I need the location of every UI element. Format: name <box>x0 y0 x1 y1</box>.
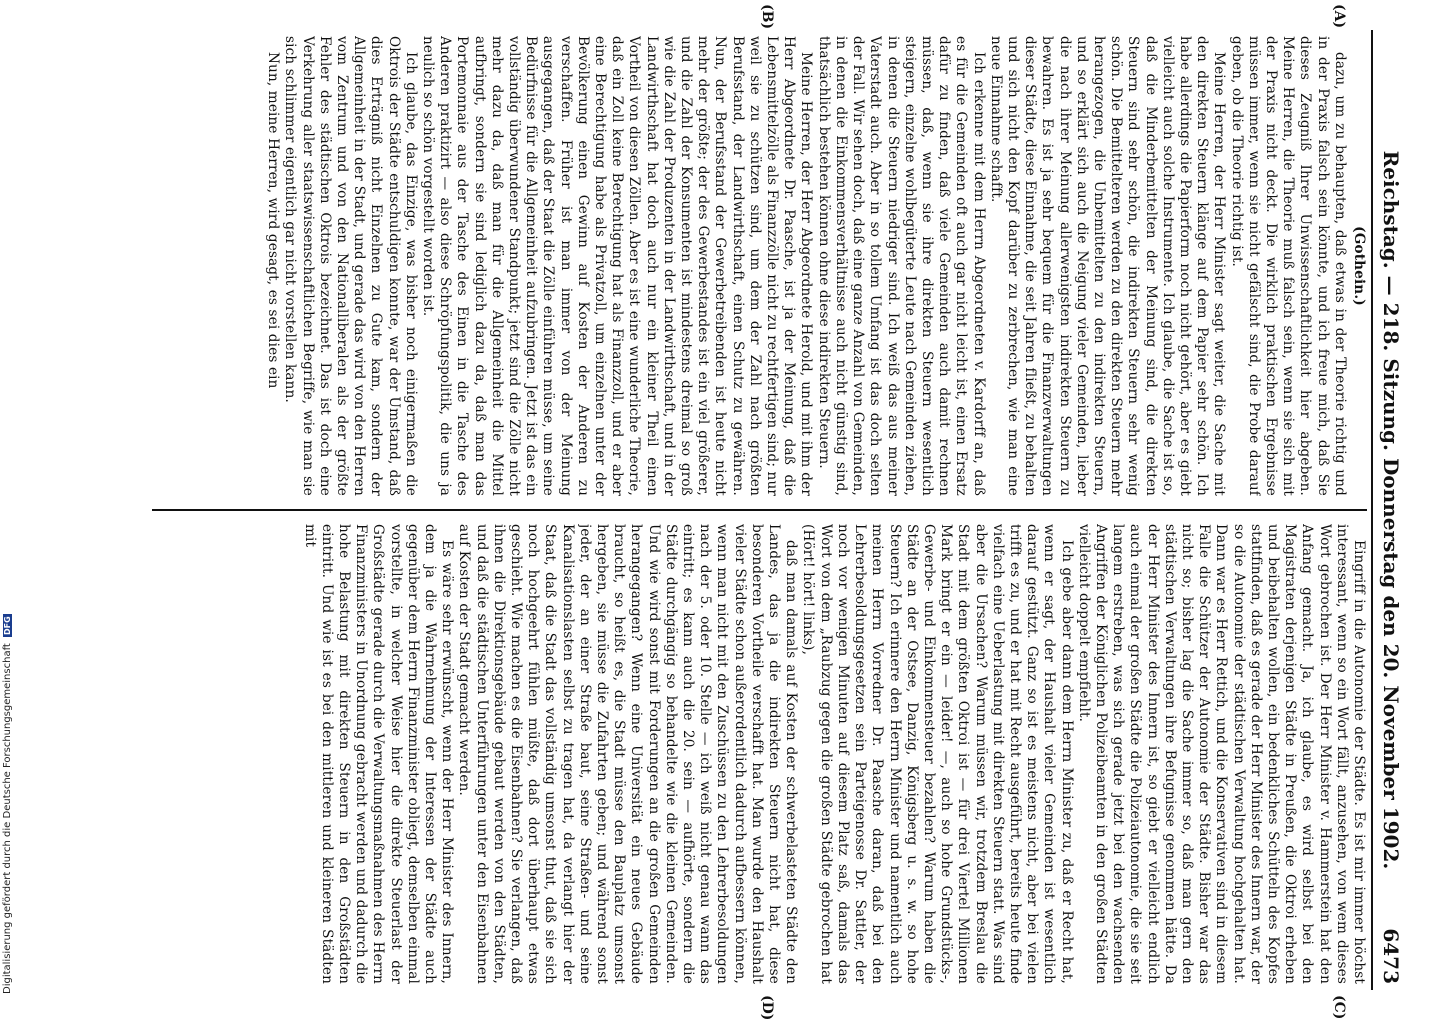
paragraph: Eingriff in die Autonomie der Städte. Es ist mir immer höchst interessant, wenn so ein Wort fällt, anzusehen, von wem dieses Wort gebrochen ist. Der Herr Minister v. Hammerstein hat den Anfang gemacht. Ja, ich glaube, es wird selbst bei den Magistraten derjenigen Städte in Preußen, die Oktroi erheben und beibehalten wollen, ein bedenkliches Schütteln des Kopfes stattfinden, daß es gerade der Herr Minister des Innern war, der so die Autonomie der städtischen Verwaltung hochgehalten hat. Dann war es Herr Rettich, und die Konservativen sind in diesem Falle die Schützer der Autonomie der Städte. Bisher war das nicht so; bisher lag die Sache immer so, daß man gern den städtischen Verwaltungen ihre Befugnisse genommen hätte. Da der Herr Minister des Innern ist, so giebt er vielleicht endlich auch einmal der großen Städte die Polizeiautonomie, die sie seit langem erstreben, was sich gerade jetzt bei den wachsenden Angriffen der Königlichen Polizeibeamten in den großen Städten vielleicht doppelt empfiehlt. <box>1075 524 1367 984</box>
page-header <box>1371 30 1407 990</box>
paragraph: daß man damals auf Kosten der schwerbelasteten Städte den Landes, das ja die indirekten Steuern nicht hat, diese besonderen Vortheile verschafft hat. Man wurde den Haushalt vieler Städte schon außerordentlich dadurch aufbessern können, wenn man nicht mit den Zuschüssen zu den Lehrerbesoldungen nach der 5. oder 10. Stelle — ich weiß nicht genau wann das eintritt; es kann auch die 20. sein — aufhörte, sondern die Städte durchgängig so behandelte wie die kleinen Gemeinden. Und wie wird sonst mit Forderungen an die großen Gemeinden herangegangen? Wenn eine Universität ein neues Gebäude braucht, so heißt es, die Stadt müsse den Bauplatz umsonst hergeben, sie müsse die Zufahrten geben; und während sonst jeder, der an einer Straße baut, seine Straßen- und seine Kanalisationslasten selbst zu tragen hat, da verlangt hier der Staat, daß die Stadt das vollständig umsonst thut, daß sie sich noch hochgeehrt fühlen müßte, daß dort überhaupt etwas geschieht. Wie machen es die Eisenbahnen? Sie verlangen, daß ihnen die Direktionsgebäude gebaut werden von den Städten, und daß die städtischen Unterführungen unter den Eisenbahnen auf Kosten der Stadt gemacht werden. <box>456 524 800 984</box>
credit-text: Digitalisierung gefördert durch die Deutsche Forschungsgemeinschaft <box>2 643 13 994</box>
paragraph: Es wäre sehr erwünscht, wenn der Herr Minister des Innern, dem ja die Wahrnehmung der Interessen der Städte auch gegenüber dem Herrn Finanzminister obliegt, demselben einmal vorstellte, in welcher Weise hier die direkte Steuerlast der Großstädte gerade durch die Verwaltungsmaßnahmen des Herrn Finanzministers in Unordnung gebracht werden und dadurch die hohe Belastung mit direkten Steuern in den Großstädten eintritt. Und wie ist es bei den mittleren und kleineren Städten mit <box>301 524 456 984</box>
digitization-credit <box>2 614 13 994</box>
paragraph: Ich glaube, das Einzige, was bisher noch einigermaßen die Oktrois der Städte entschuldigen konnte, war der Umstand, daß dies Erträgniß nicht Einzelnen zu Gute kam, sondern der Allgemeinheit in der Stadt, und gerade das wird von den Herren vom Zentrum und von den Nationalliberalen als der größte Fehler des städtischen Oktrois bezeichnet. Das ist doch eine Verkehrung aller staatswissenschaftlichen Begriffe, wie man sie sich schlimmer eigentlich gar nicht vorstellen kann. <box>282 36 419 496</box>
margin-marker-c: (C) <box>1331 995 1347 1020</box>
paragraph: dazu, um zu behaupten, daß etwas in der Theorie richtig und in der Praxis falsch sein könnte, und ich freue mich, daß Sie dieses Zeugniß Ihrer Unwissenschaftlichkeit hier abgeben. Meine Herren, die Theorie muß falsch sein, wenn sie sich mit der Praxis nicht deckt. Die wirklich praktischen Ergebnisse müssen immer, wenn sie nicht gefälscht sind, die Probe darauf geben, ob die Theorie richtig ist. <box>1228 36 1348 496</box>
margin-marker-a: (A) <box>1331 4 1347 29</box>
paragraph: Nun, meine Herren, wird gesagt, es sei dies ein <box>265 52 282 389</box>
paragraph: Ich erkenne mit dem Herrn Abgeordneten v. Kardorff an, daß es für die Gemeinden oft auch gar nicht leicht ist, einen Ersatz dafür zu finden, daß viele Gemeinden auch damit rechnen müssen, daß, wenn sie ihre direkten Steuern wesentlich steigern, einzelne wohlbegüterte Leute nach Gemeinden ziehen, in denen die Steuern niedriger sind. Ich weiß das aus meiner Vaterstadt auch. Aber in so tollem Umfang ist das doch selten der Fall. Wir sehen doch, daß eine ganze Anzahl von Gemeinden, in denen die Einkommensverhältnisse auch nicht günstig sind, thatsächlich bestehen können ohne diese indirekten Steuern. <box>815 36 987 496</box>
page-number: 6473 <box>1379 928 1403 984</box>
text-columns <box>147 4 1367 1020</box>
margin-marker-b: (B) <box>759 4 775 30</box>
page-title: Reichstag. — 218. Sitzung. Donnerstag den 20. November 1902. <box>1379 150 1403 870</box>
left-column <box>157 36 1367 496</box>
margin-marker-d: (D) <box>759 995 775 1020</box>
column-divider <box>152 509 1367 511</box>
rotated-page-content <box>147 4 1407 1020</box>
paragraph: Meine Herren, der Herr Abgeordnete Herold, und mit ihm der Herr Abgeordnete Dr. Paasche, ist ja der Meinung, daß die Lebensmittelzölle als Finanzzölle nicht zu rechtfertigen sind; nur weil sie zu schützen sind, um dem der Zahl nach größten Berufsstand, der Landwirthschaft, einen Schutz zu gewähren. Nun, der Berufsstand der Gewerbetreibenden ist heute nicht mehr der größte; der des Gewerbestandes ist ein viel größerer, und die Zahl der Konsumenten ist mindestens dreimal so groß wie die Zahl der Produzenten in der Landwirthschaft, und in der Landwirthschaft hat doch auch nur ein kleiner Theil einen Vortheil von diesen Zöllen. Aber es ist eine wunderliche Theorie, daß ein Zoll keine Berechtigung hat als Finanzzoll, und er aber eine Berechtigung habe als Privatzoll, um einzelnen unter der Bevölkerung einen Gewinn auf Kosten der Anderen zu verschaffen. Früher ist man immer von der Meinung ausgegangen, daß der Staat die Zölle einführen müsse, um seine Bedürfnisse für die Allgemeinheit aufzubringen. Jetzt ist das ein vollständig überwundener Standpunkt; jetzt sind die Zölle nicht mehr dazu da, daß man für die Allgemeinheit die Mittel aufbringt, sondern sie sind lediglich dazu da, daß man das Portemonnaie aus der Tasche des Einen in die Tasche des Anderen praktizirt — also diese Schröpfungspolitik, die uns ja neulich so schön vorgestellt worden ist. <box>420 36 815 496</box>
paragraph: Meine Herren, der Herr Minister sagt weiter, die Sache mit den direkten Steuern klänge auf dem Papier sehr schön. Ich habe allerdings die Papierform noch nicht gehört, aber es giebt vielleicht auch solche Instrumente. Ich glaube, die Sache ist so, daß die Minderbemittelten der Meinung sind, die direkten Steuern sind sehr schön, die indirekten Steuern sehr wenig schön. Die Bemittelteren werden zu den direkten Steuern mehr herangezogen, die Unbemittelten zu den indirekten Steuern, und so erklärt sich auch die Neigung vieler Gemeinden, lieber die nach ihrer Meinung allerwenigsten indirekten Steuern zu bewahren. Es ist ja sehr bequem für die Finanzverwaltungen dieser Städte, diese Einnahme, die seit Jahren fließt, zu behalten und sich nicht den Kopf darüber zu zerbrechen, wie man eine neue Einnahme schafft. <box>987 36 1228 496</box>
paragraph: Ich gebe aber dann dem Herrn Minister zu, daß er Recht hat, wenn er sagt, der Haushalt vieler Gemeinden ist wesentlich darauf gestützt. Ganz so ist es meistens nicht, aber bei vielen trifft es zu, und er hat mit Recht ausgeführt, bereits heute finde vielfach eine Ueberlastung mit direkten Steuern statt. Was sind aber die Ursachen? Warum müssen wir, trotzdem Breslau die Stadt mit dem größten Oktroi ist — für drei Viertel Millionen Mark bringt er ein — leider! —, auch so hohe Grundstücks-, Gewerbe- und Einkommensteuer bezahlen? Warum haben die Städte an der Ostsee, Danzig, Königsberg u. s. w. so hohe Steuern? Ich erinnere den Herrn Minister und namentlich auch meinen Herrn Vorredner Dr. Paasche daran, daß bei den Lehrerbesoldungsgesetzen sein Parteigenosse Dr. Sattler, der noch vor wenigen Minuten auf diesem Platz saß, damals das Wort von dem „Raubzug gegen die großen Städte gebrochen hat (Hört! hört! links), <box>800 524 1075 984</box>
speaker-name: (Gothein.) <box>1351 226 1367 306</box>
right-column <box>157 524 1367 984</box>
dfg-logo-icon: DFG <box>3 616 12 635</box>
